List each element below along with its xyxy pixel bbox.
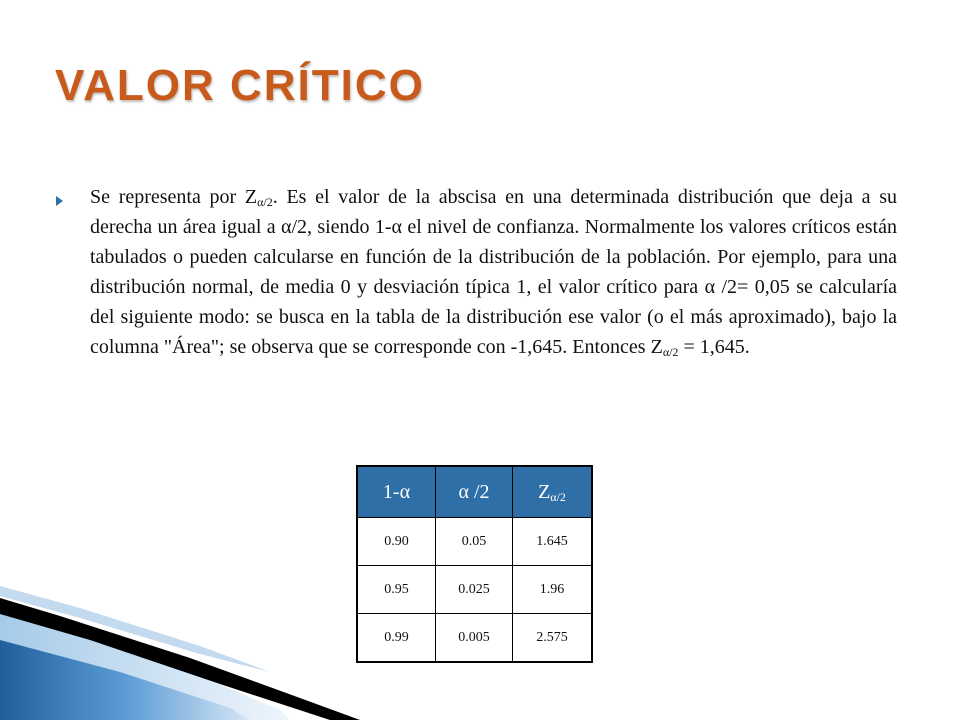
corner-swoosh-decoration	[0, 580, 380, 720]
body-paragraph	[90, 182, 897, 362]
header-alpha-half: α /2	[436, 466, 513, 518]
table-cell: 0.025	[436, 566, 513, 614]
paragraph-part-3: = 1,645.	[678, 336, 750, 358]
paragraph-part-1: Se representa por Z	[90, 186, 258, 208]
table-cell: 1.645	[513, 518, 593, 566]
table-cell: 0.99	[357, 614, 436, 663]
table-cell: 0.05	[436, 518, 513, 566]
slide-title: VALOR CRÍTICO	[55, 61, 425, 110]
table-cell: 2.575	[513, 614, 593, 663]
table-cell: 0.90	[357, 518, 436, 566]
paragraph-subscript-1: α/2	[257, 195, 273, 209]
header-z-main: Z	[538, 480, 551, 503]
table-header-row	[357, 466, 592, 518]
paragraph-part-2: . Es el valor de la abscisa en una determinada distribución que deja a su derecha un área igual a α/2, siendo 1-α el nivel de confianza. Normalmente los valores críticos están tabulados o pueden calcularse en función de la distribución de la población. Por ejemplo, para una distribución normal, de media 0 y desviación típica 1, el valor crítico para α /2= 0,05 se calcularía del siguiente modo: se busca en la tabla de la distribución ese valor (o el más aproximado), bajo la columna "Área"; se observa que se corresponde con -1,645. Entonces Z	[90, 186, 898, 358]
header-confidence: 1-α	[357, 466, 436, 518]
table-row	[357, 614, 592, 663]
paragraph-subscript-2: α/2	[662, 345, 679, 359]
table-cell: 0.95	[357, 566, 436, 614]
table-row	[357, 566, 592, 614]
triangle-bullet-icon	[56, 196, 63, 206]
critical-values-table	[356, 465, 593, 663]
table-row	[357, 518, 592, 566]
table-cell: 1.96	[513, 566, 593, 614]
header-z-critical	[513, 466, 593, 518]
table-cell: 0.005	[436, 614, 513, 663]
header-z-subscript: α/2	[550, 489, 566, 504]
